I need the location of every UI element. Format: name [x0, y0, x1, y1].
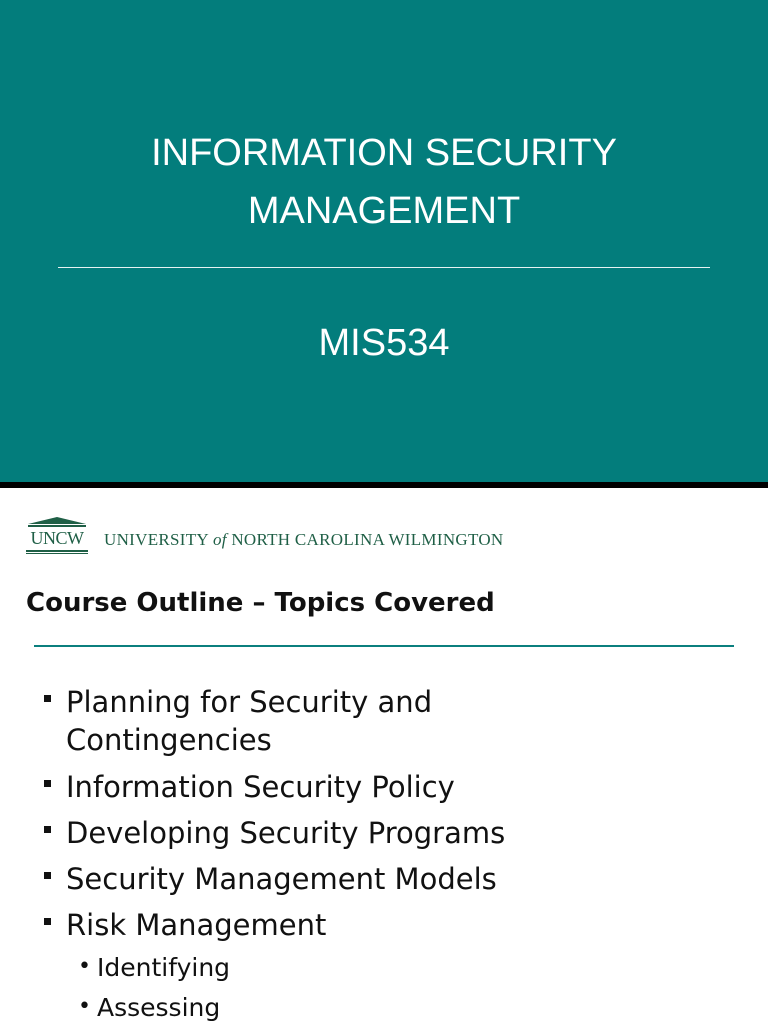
list-item-continuation: Contingencies	[66, 723, 272, 757]
bullet-icon	[44, 780, 51, 787]
outline-heading: Course Outline – Topics Covered	[26, 588, 495, 618]
bullet-icon	[44, 918, 51, 925]
list-item: Information Security Policy	[66, 770, 455, 804]
bullet-icon	[44, 695, 51, 702]
list-item: Risk Management	[66, 908, 327, 942]
uncw-name-part1: UNIVERSITY	[104, 530, 209, 549]
bullet-icon	[44, 872, 51, 879]
sub-list-item: Assessing	[97, 993, 221, 1022]
uncw-abbr: UNCW	[30, 528, 84, 548]
bullet-icon	[44, 826, 51, 833]
list-item: Developing Security Programs	[66, 816, 506, 850]
slide-title-line2: MANAGEMENT	[247, 190, 521, 232]
list-item: Planning for Security and	[66, 685, 433, 719]
list-item: Security Management Models	[66, 862, 497, 896]
course-code: MIS534	[318, 322, 450, 364]
sub-bullet-icon: •	[78, 954, 91, 979]
sub-bullet-icon: •	[78, 994, 91, 1019]
slide-title-line1: INFORMATION SECURITY	[151, 132, 617, 174]
uncw-name-of: of	[212, 530, 227, 549]
uncw-name-part2: NORTH CAROLINA WILMINGTON	[231, 530, 504, 549]
sub-list-item: Identifying	[97, 953, 231, 982]
